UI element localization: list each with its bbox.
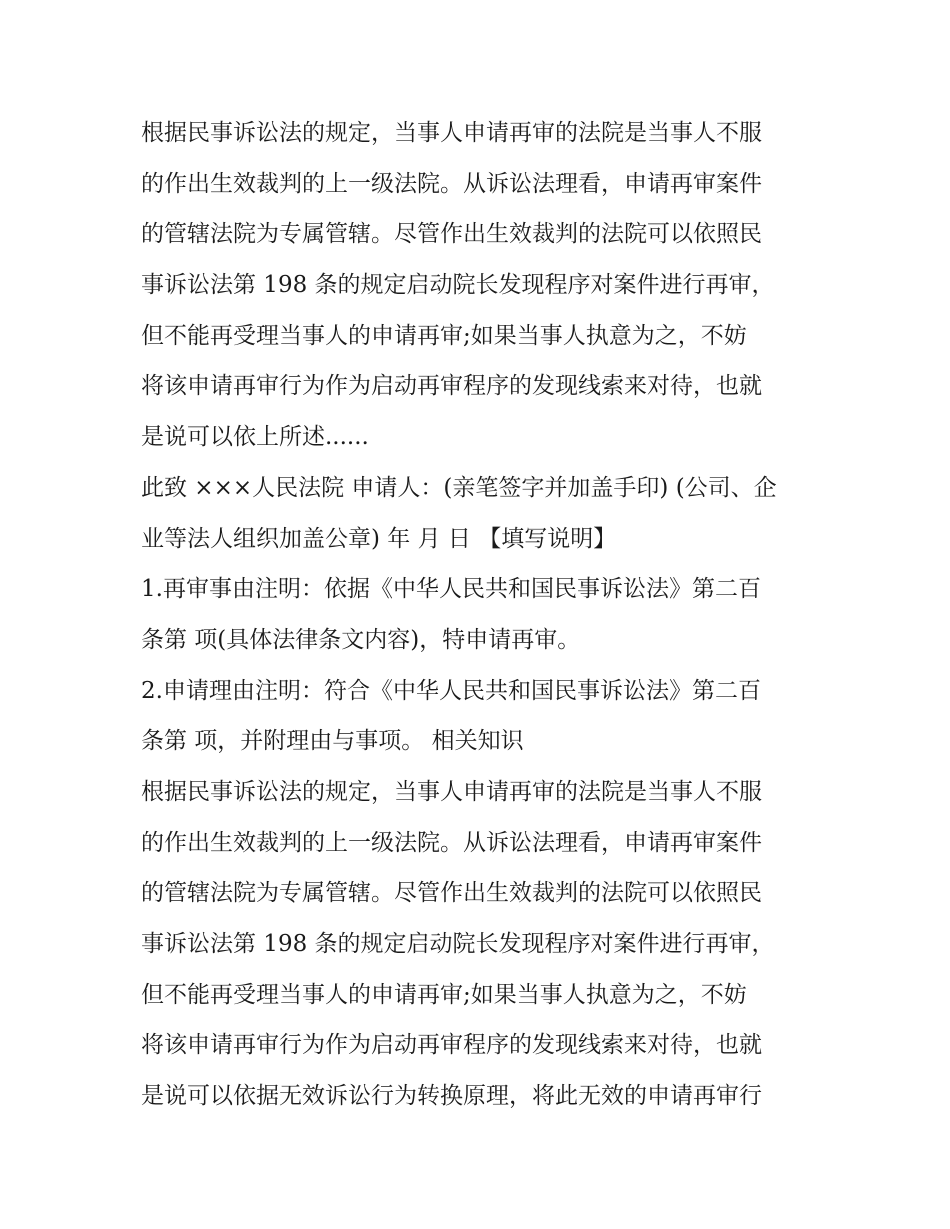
text-line-2: 的作出生效裁判的上一级法院。从诉讼法理看，申请再审案件 xyxy=(141,170,762,197)
text-line-14: 根据民事诉讼法的规定，当事人申请再审的法院是当事人不服 xyxy=(141,778,762,805)
document-body xyxy=(141,108,816,1122)
text-line-1: 根据民事诉讼法的规定，当事人申请再审的法院是当事人不服 xyxy=(141,120,762,146)
text-line-4: 事诉讼法第 198 条的规定启动院长发现程序对案件进行再审， xyxy=(141,272,775,299)
text-line-3: 的管辖法院为专属管辖。尽管作出生效裁判的法院可以依照民 xyxy=(141,221,762,248)
text-line-17: 事诉讼法第 198 条的规定启动院长发现程序对案件进行再审， xyxy=(141,931,775,957)
text-line-19: 将该申请再审行为作为启动再审程序的发现线索来对待，也就 xyxy=(141,1032,762,1059)
text-line-7: 是说可以依上所述...... xyxy=(141,424,369,451)
text-line-16: 的管辖法院为专属管辖。尽管作出生效裁判的法院可以依照民 xyxy=(141,880,762,907)
text-line-18: 但不能再受理当事人的申请再审;如果当事人执意为之，不妨 xyxy=(141,981,747,1008)
text-line-10: 1.再审事由注明：依据《中华人民共和国民事诉讼法》第二百 xyxy=(141,576,761,603)
text-line-12: 2.申请理由注明：符合《中华人民共和国民事诉讼法》第二百 xyxy=(141,677,761,704)
text-line-6: 将该申请再审行为作为启动再审程序的发现线索来对待，也就 xyxy=(141,373,762,400)
text-line-9: 业等法人组织加盖公章) 年 月 日 【填写说明】 xyxy=(141,525,617,552)
text-line-5: 但不能再受理当事人的申请再审;如果当事人执意为之，不妨 xyxy=(141,322,747,349)
text-line-13: 条第 项，并附理由与事项。 相关知识 xyxy=(141,728,524,755)
text-line-20: 是说可以依据无效诉讼行为转换原理，将此无效的申请再审行 xyxy=(141,1083,762,1110)
text-line-15: 的作出生效裁判的上一级法院。从诉讼法理看，申请再审案件 xyxy=(141,829,762,856)
text-line-11: 条第 项(具体法律条文内容)，特申请再审。 xyxy=(141,626,581,653)
text-line-8: 此致 ×××人民法院 申请人：(亲笔签字并加盖手印) (公司、企 xyxy=(141,474,777,501)
